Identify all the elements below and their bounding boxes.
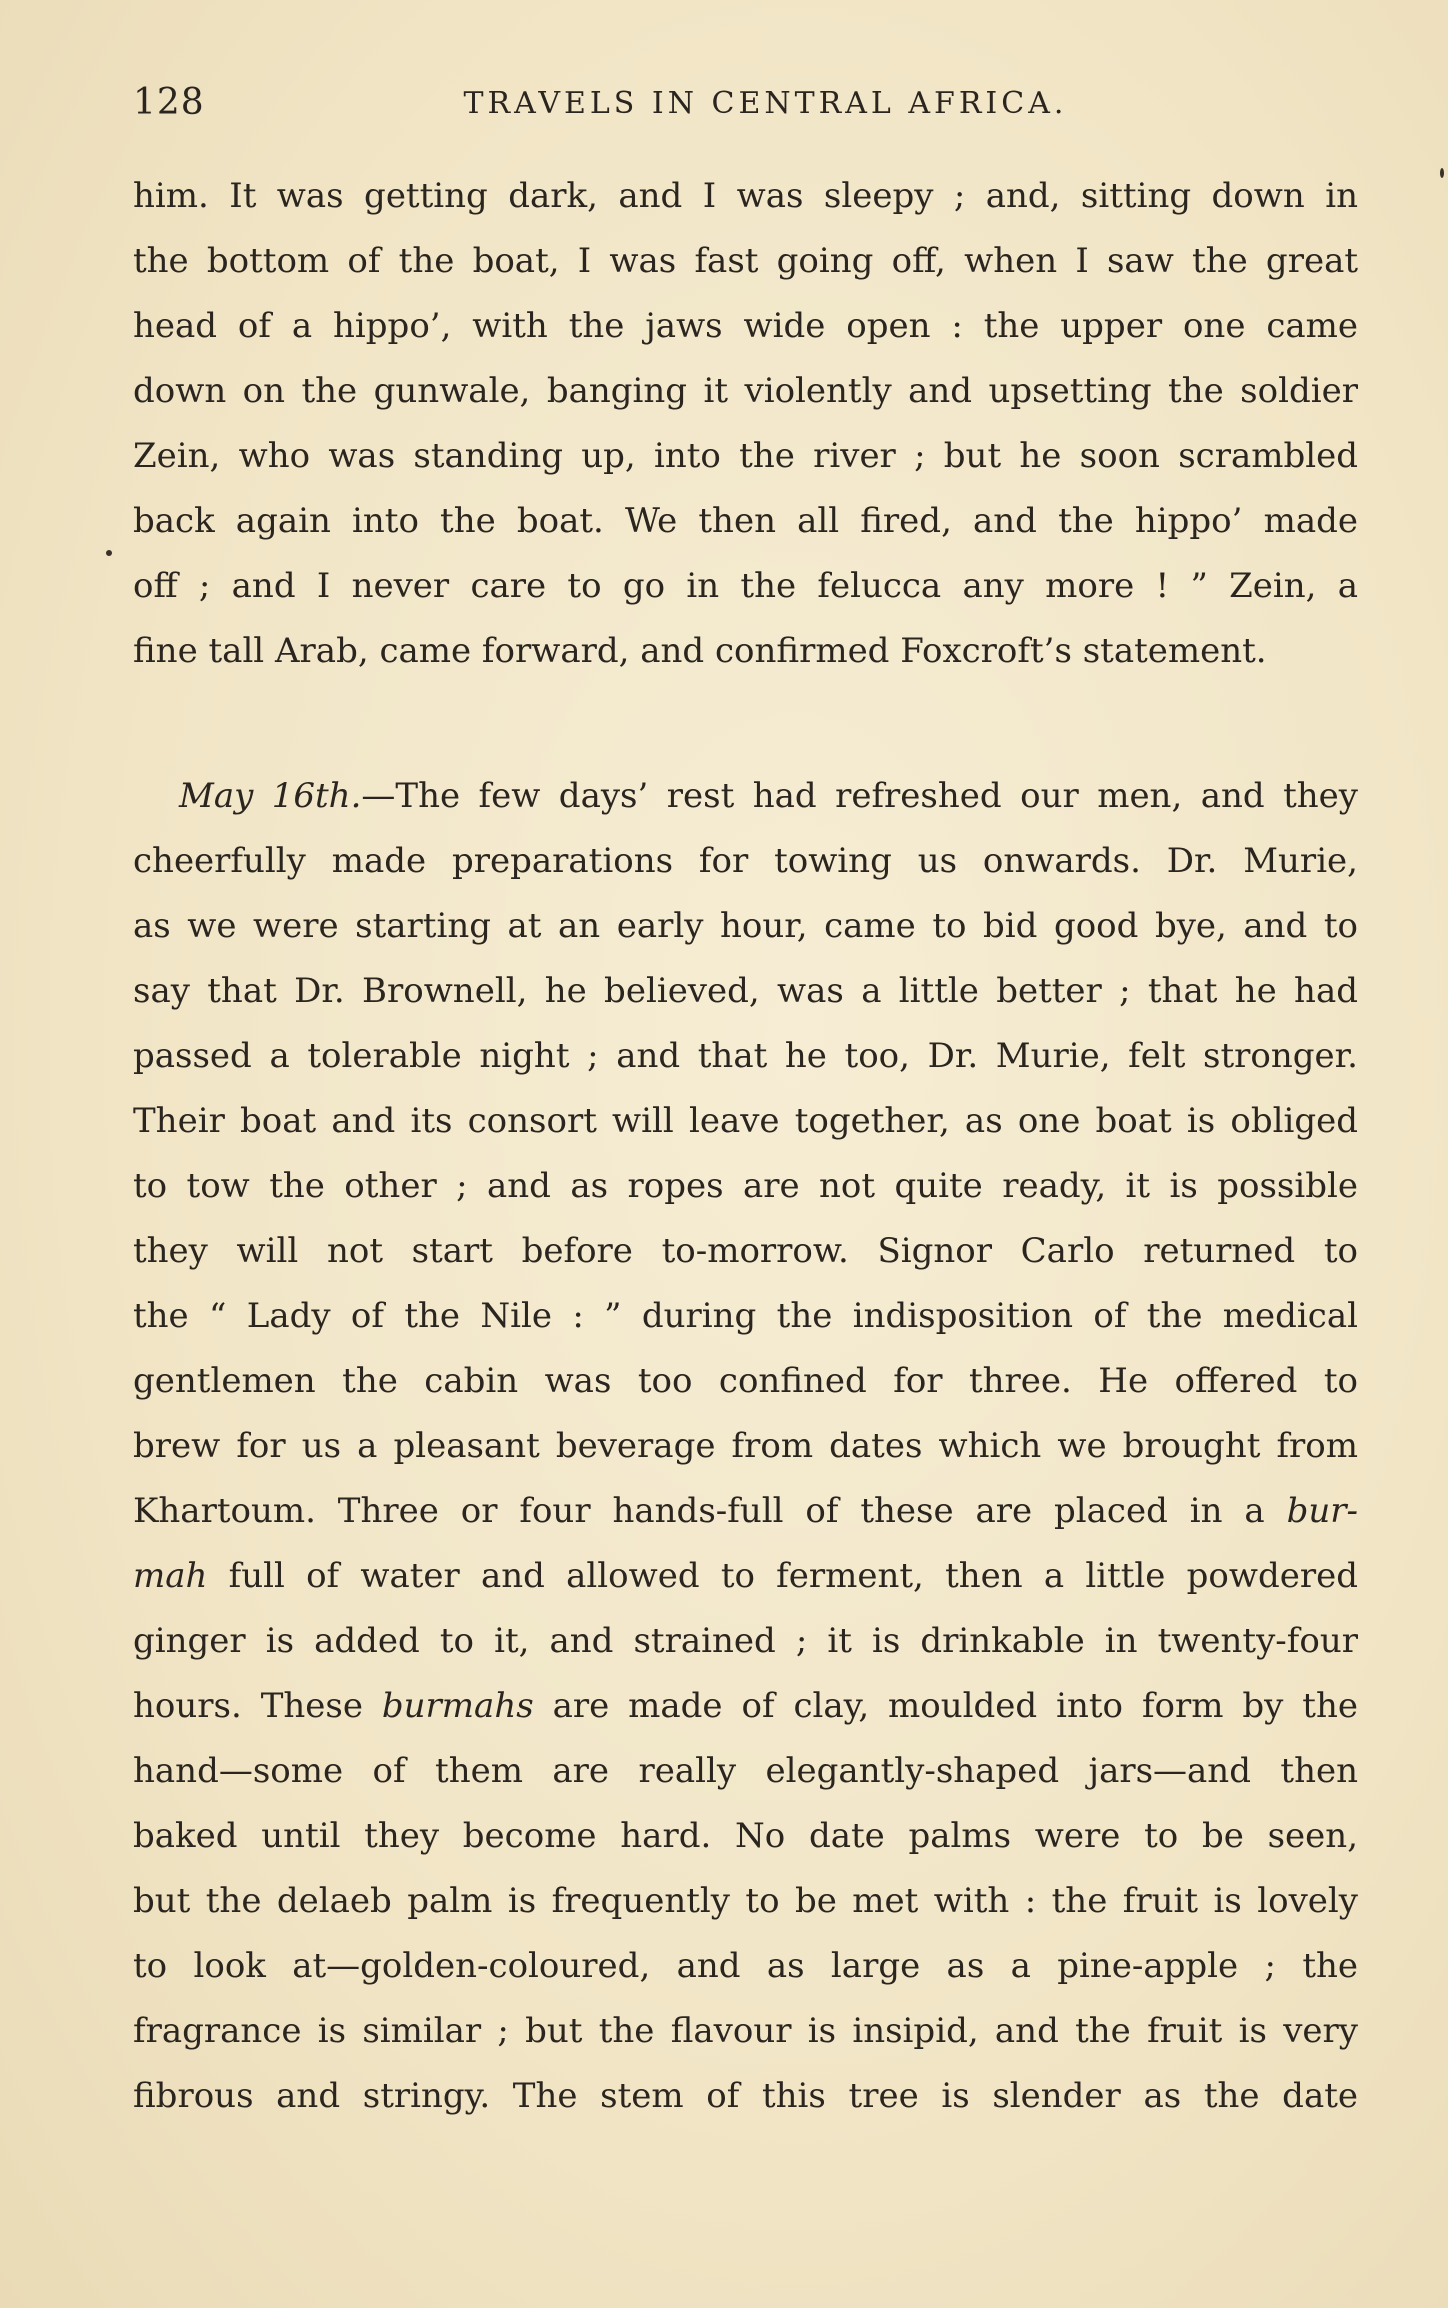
text-line: May 16th.—The few days’ rest had refreshed our men, and they xyxy=(179,776,1359,816)
text-line: baked until they become hard. No date palms were to be seen, xyxy=(133,1816,1358,1856)
text-line: off ; and I never care to go in the felucca any more ! ” Zein, a xyxy=(133,566,1358,606)
text-line: ginger is added to it, and strained ; it is drinkable in twenty-four xyxy=(133,1621,1358,1661)
text-line: fibrous and stringy. The stem of this tree is slender as the date xyxy=(133,2076,1358,2116)
text-line: as we were starting at an early hour, came to bid good bye, and to xyxy=(133,906,1358,946)
text-line: to look at—golden-coloured, and as large as a pine-apple ; the xyxy=(133,1946,1358,1986)
running-title: TRAVELS IN CENTRAL AFRICA. xyxy=(463,86,1068,121)
text-line: cheerfully made preparations for towing us onwards. Dr. Murie, xyxy=(133,841,1358,881)
text-line: hours. These burmahs are made of clay, moulded into form by the xyxy=(133,1686,1358,1726)
text-line: head of a hippo’, with the jaws wide open : the upper one came xyxy=(133,306,1358,346)
text-line: the bottom of the boat, I was fast going off, when I saw the great xyxy=(133,241,1358,281)
text-line: say that Dr. Brownell, he believed, was a little better ; that he had xyxy=(133,971,1358,1011)
text-line: they will not start before to-morrow. Signor Carlo returned to xyxy=(133,1231,1358,1271)
page-header xyxy=(133,82,1358,132)
ink-speck xyxy=(106,550,112,556)
text-line: passed a tolerable night ; and that he too, Dr. Murie, felt stronger. xyxy=(133,1036,1358,1076)
text-line: brew for us a pleasant beverage from dates which we brought from xyxy=(133,1426,1358,1466)
text-line: back again into the boat. We then all fired, and the hippo’ made xyxy=(133,501,1358,541)
date-heading: May 16th. xyxy=(179,776,362,816)
text-line: Zein, who was standing up, into the river ; but he soon scrambled xyxy=(133,436,1358,476)
text-line: gentlemen the cabin was too confined for three. He offered to xyxy=(133,1361,1358,1401)
text-line: Khartoum. Three or four hands-full of these are placed in a bur- xyxy=(133,1491,1359,1531)
text-line: mah full of water and allowed to ferment, then a little powdered xyxy=(133,1556,1358,1596)
text-line: down on the gunwale, banging it violently and upsetting the soldier xyxy=(133,371,1358,411)
page-number: 128 xyxy=(133,82,205,123)
text-line: fragrance is similar ; but the flavour is insipid, and the fruit is very xyxy=(133,2011,1358,2051)
text-line: him. It was getting dark, and I was sleepy ; and, sitting down in xyxy=(133,176,1358,216)
text-line: to tow the other ; and as ropes are not quite ready, it is possible xyxy=(133,1166,1358,1206)
text-line: the “ Lady of the Nile : ” during the indisposition of the medical xyxy=(133,1296,1358,1336)
text-line: but the delaeb palm is frequently to be met with : the fruit is lovely xyxy=(133,1881,1358,1921)
text-line: fine tall Arab, came forward, and confirmed Foxcroft’s statement. xyxy=(133,631,1267,671)
text-line: hand—some of them are really elegantly-shaped jars—and then xyxy=(133,1751,1358,1791)
ink-speck xyxy=(1440,168,1444,178)
text-line: Their boat and its consort will leave together, as one boat is obliged xyxy=(133,1101,1358,1141)
